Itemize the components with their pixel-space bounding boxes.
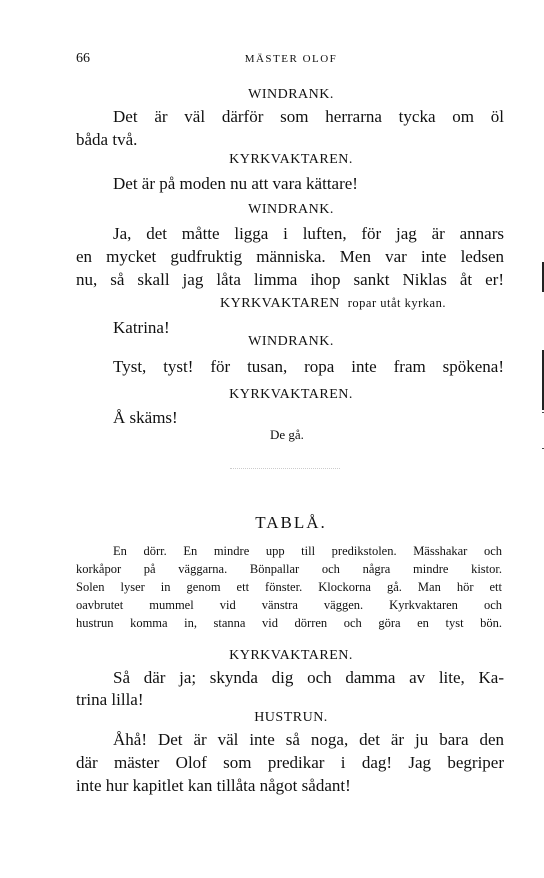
dialogue-line: nu, så skall jag låta limma ihop sankt Niklas åt er! bbox=[76, 270, 504, 289]
speaker-with-direction bbox=[220, 296, 446, 312]
scene-description-line: hustrun komma in, stanna vid dörren och göra en tyst bön. bbox=[76, 616, 502, 630]
speaker-name: KYRKVAKTAREN bbox=[220, 296, 340, 311]
dialogue-line: Katrina! bbox=[113, 318, 170, 337]
scene-description-line: En dörr. En mindre upp till predikstolen. Mässhakar och bbox=[113, 544, 502, 558]
dialogue-line: båda två. bbox=[76, 130, 138, 149]
scene-title: TABLÅ. bbox=[255, 513, 327, 532]
dialogue-line: Åhå! Det är väl inte så noga, det är ju bara den bbox=[113, 730, 504, 749]
dialogue-line: Det är på moden nu att vara kättare! bbox=[113, 174, 358, 193]
dialogue-line: Å skäms! bbox=[113, 408, 178, 427]
faint-divider bbox=[230, 468, 340, 469]
scene-description-line: Solen lyser in genom ett fönster. Klockorna gå. Man hör ett bbox=[76, 580, 502, 594]
dialogue-line: Tyst, tyst! för tusan, ropa inte fram spökena! bbox=[113, 357, 504, 376]
dialogue-line: där mäster Olof som predikar i dag! Jag begriper bbox=[76, 753, 504, 772]
speaker-name: WINDRANK. bbox=[248, 202, 334, 217]
speaker-name: WINDRANK. bbox=[248, 334, 334, 349]
speaker-name: HUSTRUN. bbox=[254, 710, 328, 725]
page-number: 66 bbox=[76, 51, 90, 66]
dialogue-line: Ja, det måtte ligga i luften, för jag är annars bbox=[113, 224, 504, 243]
dialogue-line: en mycket gudfruktig människa. Men var inte ledsen bbox=[76, 247, 504, 266]
speaker-name: KYRKVAKTAREN. bbox=[229, 152, 353, 167]
speaker-name: KYRKVAKTAREN. bbox=[229, 648, 353, 663]
running-title: MÄSTER OLOF bbox=[244, 53, 338, 65]
dialogue-line: Det är väl därför som herrarna tycka om öl bbox=[113, 107, 504, 126]
scene-description-line: oavbrutet mummel vid vänstra väggen. Kyrkvaktaren och bbox=[76, 598, 502, 612]
scene-description-line: korkåpor på väggarna. Bönpallar och några mindre kistor. bbox=[76, 562, 502, 576]
speaker-name: KYRKVAKTAREN. bbox=[229, 387, 353, 402]
page-header bbox=[76, 51, 506, 71]
dialogue-line: Så där ja; skynda dig och damma av lite, Ka- bbox=[113, 668, 504, 687]
exit-direction: De gå. bbox=[270, 427, 304, 442]
dialogue-line: inte hur kapitlet kan tillåta något sådant! bbox=[76, 776, 351, 795]
dialogue-line: trina lilla! bbox=[76, 690, 144, 709]
speaker-name: WINDRANK. bbox=[248, 87, 334, 102]
stage-direction: ropar utåt kyrkan. bbox=[347, 296, 446, 310]
